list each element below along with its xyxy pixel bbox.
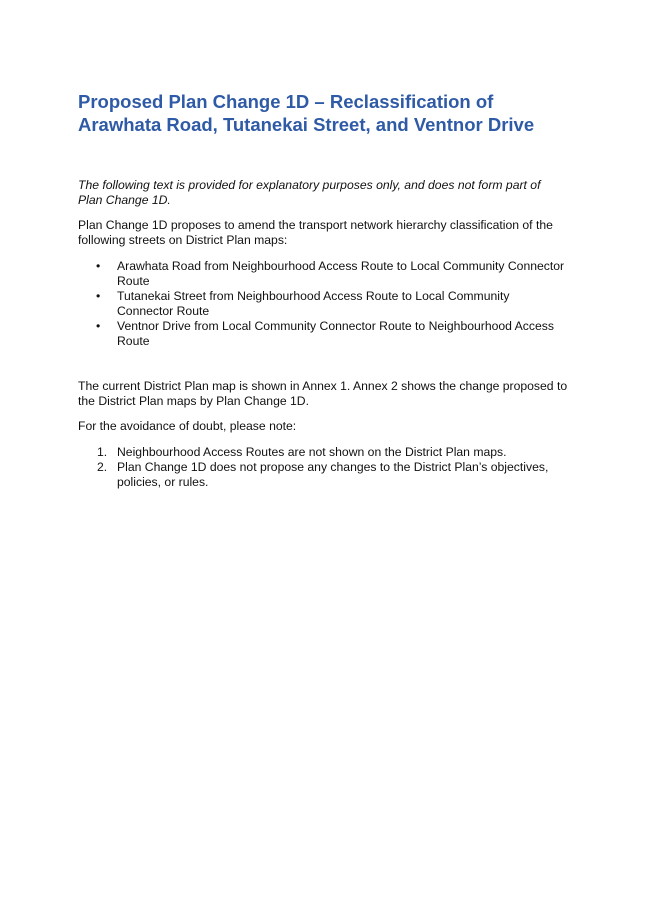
paragraph-proposal: Plan Change 1D proposes to amend the transport network hierarchy classification of the following streets on District Plan maps: xyxy=(78,218,553,247)
list-item xyxy=(78,289,568,319)
document-title: Proposed Plan Change 1D – Reclassification of Arawhata Road, Tutanekai Street, and Ventnor Drive xyxy=(78,91,535,135)
bullet-icon: • xyxy=(96,319,101,333)
bullet-icon: • xyxy=(96,289,101,303)
list-item xyxy=(78,259,568,289)
street-reclassification-list xyxy=(78,259,568,349)
list-item-text: Plan Change 1D does not propose any changes to the District Plan’s objectives, policies, or rules. xyxy=(117,460,549,489)
paragraph-note-intro: For the avoidance of doubt, please note: xyxy=(78,419,297,433)
explanatory-note: The following text is provided for explanatory purposes only, and does not form part of Plan Change 1D. xyxy=(78,178,541,207)
notes-list xyxy=(78,445,568,490)
list-item-text: Ventnor Drive from Local Community Connector Route to Neighbourhood Access Route xyxy=(117,319,554,348)
bullet-icon: • xyxy=(96,259,101,273)
list-item-text: Neighbourhood Access Routes are not shown on the District Plan maps. xyxy=(117,445,507,459)
list-item-text: Arawhata Road from Neighbourhood Access Route to Local Community Connector Route xyxy=(117,259,565,288)
document-body xyxy=(78,90,568,490)
list-item xyxy=(78,445,568,460)
list-item xyxy=(78,460,568,490)
list-item xyxy=(78,319,568,349)
paragraph-annex: The current District Plan map is shown in Annex 1. Annex 2 shows the change proposed to the District Plan maps by Plan Change 1D. xyxy=(78,379,568,408)
list-number: 1. xyxy=(97,445,108,459)
list-item-text: Tutanekai Street from Neighbourhood Access Route to Local Community Connector Route xyxy=(117,289,510,318)
list-number: 2. xyxy=(97,460,108,474)
